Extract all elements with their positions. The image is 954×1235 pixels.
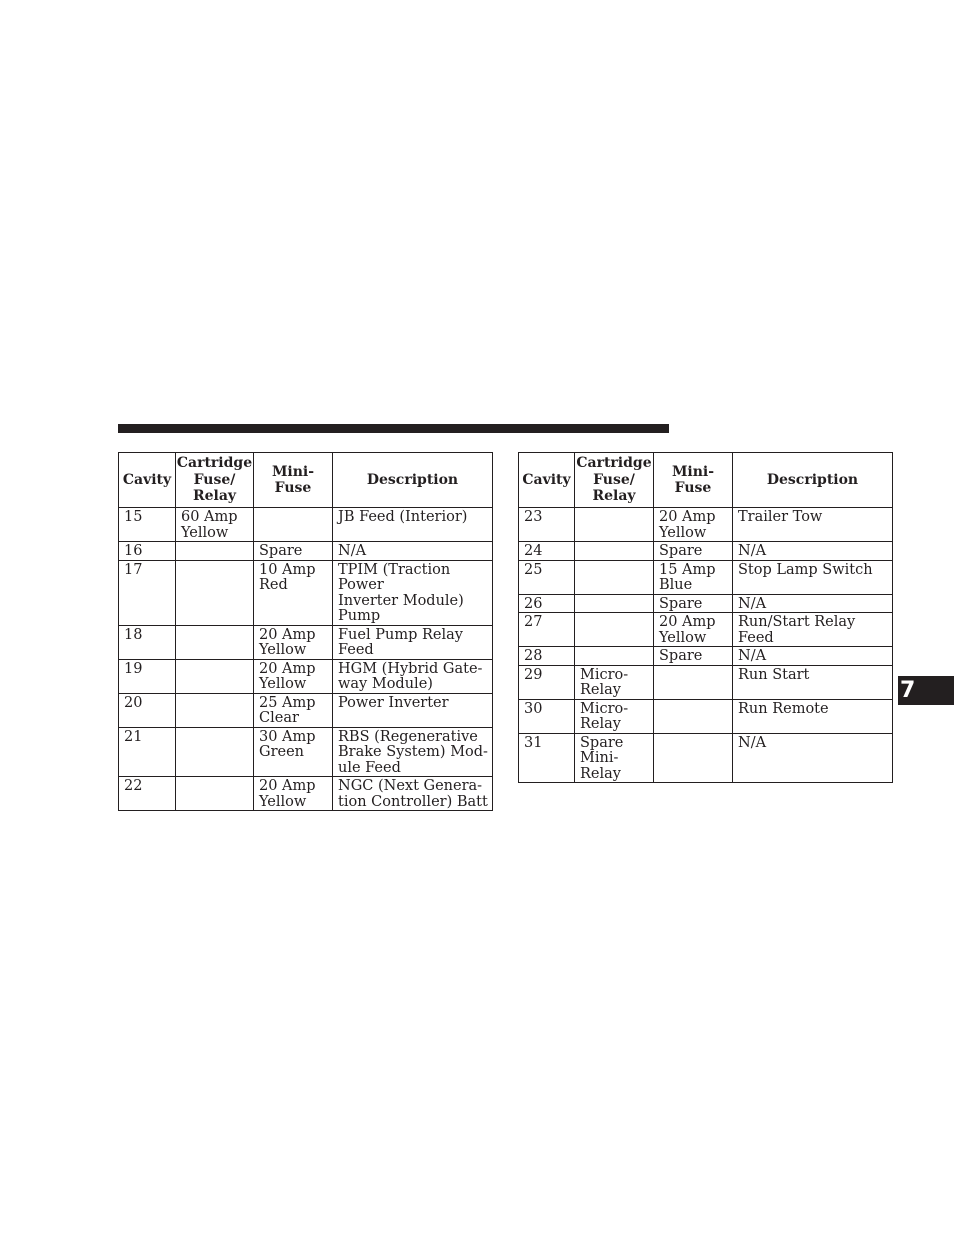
header-description: Description xyxy=(333,453,493,508)
cell-text: N/A xyxy=(738,648,767,664)
cell-text: 10 Amp Red xyxy=(259,561,316,593)
cell-text xyxy=(575,613,653,615)
section-top-rule xyxy=(118,424,669,433)
cell-cartridge-fuse-relay xyxy=(575,594,654,613)
cell-mini-fuse xyxy=(654,647,733,666)
cell-cavity xyxy=(519,560,575,594)
cell-text xyxy=(176,694,253,696)
cell-text: RBS (Regenerative Brake System) Mod- ule Feed xyxy=(338,728,488,776)
cell-text: 18 xyxy=(124,626,143,643)
chapter-tab xyxy=(898,676,954,705)
cell-cavity xyxy=(119,659,176,693)
table-row xyxy=(519,613,893,647)
header-cartridge-fuse-relay: Cartridge Fuse/ Relay xyxy=(575,453,654,508)
cell-mini-fuse xyxy=(654,613,733,647)
cell-cavity xyxy=(519,665,575,699)
cell-description xyxy=(333,625,493,659)
cell-text: 20 Amp Yellow xyxy=(659,614,716,646)
header-cavity: Cavity xyxy=(519,453,575,508)
cell-text xyxy=(176,777,253,779)
header-description: Description xyxy=(733,453,893,508)
cell-text: 21 xyxy=(124,728,143,745)
cell-description xyxy=(333,693,493,727)
table-header-row xyxy=(119,453,493,508)
table-row xyxy=(519,594,893,613)
cell-cavity xyxy=(519,508,575,542)
cell-cartridge-fuse-relay xyxy=(575,613,654,647)
cell-mini-fuse xyxy=(254,560,333,625)
cell-text xyxy=(575,595,653,597)
cell-text: 29 xyxy=(524,666,543,683)
cell-cavity xyxy=(119,727,176,777)
cell-text: 20 Amp Yellow xyxy=(259,660,316,692)
cell-cavity xyxy=(519,647,575,666)
cell-text: 20 Amp Yellow xyxy=(659,509,716,541)
cell-text xyxy=(654,700,732,702)
cell-description xyxy=(733,613,893,647)
cell-text: Run/Start Relay Feed xyxy=(738,614,856,646)
cell-text: 31 xyxy=(524,734,543,751)
cell-mini-fuse xyxy=(254,625,333,659)
cell-text xyxy=(575,647,653,649)
cell-text: Spare xyxy=(659,648,703,664)
cell-text: JB Feed (Interior) xyxy=(338,509,468,525)
cell-text: 20 xyxy=(124,694,143,711)
cell-text xyxy=(176,660,253,662)
cell-mini-fuse xyxy=(654,508,733,542)
header-mini-fuse: Mini- Fuse xyxy=(654,453,733,508)
cell-mini-fuse xyxy=(254,727,333,777)
cell-text xyxy=(176,626,253,628)
cell-text: 60 Amp Yellow xyxy=(181,509,238,541)
cell-description xyxy=(733,699,893,733)
cell-text: 27 xyxy=(524,614,543,630)
cell-text: N/A xyxy=(738,543,767,559)
cell-text: 23 xyxy=(524,509,543,525)
cell-description xyxy=(733,733,893,783)
cell-description xyxy=(333,777,493,811)
cell-text xyxy=(654,734,732,736)
cell-cavity xyxy=(119,693,176,727)
cell-text: Fuel Pump Relay Feed xyxy=(338,626,463,658)
cell-description xyxy=(333,508,493,542)
table-row xyxy=(119,727,493,777)
cell-cavity xyxy=(119,560,176,625)
cell-cartridge-fuse-relay xyxy=(176,508,254,542)
cell-description xyxy=(333,659,493,693)
cell-cartridge-fuse-relay xyxy=(176,693,254,727)
cell-cartridge-fuse-relay xyxy=(176,560,254,625)
cell-cartridge-fuse-relay xyxy=(176,727,254,777)
cell-cavity xyxy=(519,733,575,783)
cell-text: 28 xyxy=(524,648,543,664)
cell-cavity xyxy=(519,699,575,733)
table-header-row xyxy=(519,453,893,508)
cell-text: 25 xyxy=(524,561,543,578)
cell-mini-fuse xyxy=(654,733,733,783)
cell-text: 25 Amp Clear xyxy=(259,694,316,726)
cell-text: TPIM (Traction Power Inverter Module) Pump xyxy=(338,561,464,624)
fuse-table-left xyxy=(118,452,493,811)
cell-cavity xyxy=(119,777,176,811)
cell-text: 22 xyxy=(124,778,143,794)
header-cartridge-fuse-relay: Cartridge Fuse/ Relay xyxy=(176,453,254,508)
cell-description xyxy=(733,647,893,666)
cell-cartridge-fuse-relay xyxy=(575,560,654,594)
cell-text: 19 xyxy=(124,660,143,677)
cell-cartridge-fuse-relay xyxy=(575,733,654,783)
table-row xyxy=(119,777,493,811)
cell-mini-fuse xyxy=(254,508,333,542)
table-row xyxy=(119,508,493,542)
cell-text: Run Remote xyxy=(738,700,829,717)
cell-cartridge-fuse-relay xyxy=(575,699,654,733)
cell-mini-fuse xyxy=(654,542,733,561)
cell-description xyxy=(733,560,893,594)
cell-description xyxy=(733,542,893,561)
cell-description xyxy=(333,727,493,777)
cell-description xyxy=(333,560,493,625)
cell-text xyxy=(575,561,653,563)
cell-cavity xyxy=(519,613,575,647)
cell-text: Spare xyxy=(659,543,703,559)
header-cavity: Cavity xyxy=(119,453,176,508)
cell-text: Spare Mini- Relay xyxy=(580,734,624,782)
cell-mini-fuse xyxy=(654,594,733,613)
cell-text xyxy=(575,542,653,544)
cell-cavity xyxy=(519,594,575,613)
cell-text: Run Start xyxy=(738,666,810,683)
cell-cartridge-fuse-relay xyxy=(176,625,254,659)
table-row xyxy=(119,560,493,625)
cell-text xyxy=(654,666,732,668)
cell-mini-fuse xyxy=(254,659,333,693)
table-row xyxy=(519,733,893,783)
cell-cavity xyxy=(119,508,176,542)
cell-text xyxy=(575,508,653,510)
cell-text xyxy=(176,561,253,563)
cell-text: 16 xyxy=(124,543,143,559)
cell-text: 15 Amp Blue xyxy=(659,561,716,593)
cell-text: Micro- Relay xyxy=(580,666,629,698)
cell-cartridge-fuse-relay xyxy=(575,508,654,542)
cell-text xyxy=(176,728,253,730)
table-row xyxy=(519,508,893,542)
cell-text: Trailer Tow xyxy=(738,509,823,525)
cell-description xyxy=(733,508,893,542)
table-row xyxy=(119,625,493,659)
cell-mini-fuse xyxy=(254,777,333,811)
fuse-table-right xyxy=(518,452,893,783)
table-row xyxy=(119,542,493,561)
cell-cartridge-fuse-relay xyxy=(176,659,254,693)
cell-mini-fuse xyxy=(654,665,733,699)
cell-cavity xyxy=(119,625,176,659)
cell-text: Micro- Relay xyxy=(580,700,629,732)
cell-text xyxy=(176,542,253,544)
cell-text: 15 xyxy=(124,509,143,525)
cell-mini-fuse xyxy=(654,699,733,733)
cell-cartridge-fuse-relay xyxy=(176,542,254,561)
cell-text: HGM (Hybrid Gate- way Module) xyxy=(338,660,483,692)
table-row xyxy=(519,560,893,594)
cell-text: NGC (Next Genera- tion Controller) Batt xyxy=(338,778,488,810)
table-row xyxy=(119,659,493,693)
cell-mini-fuse xyxy=(254,693,333,727)
chapter-number: 7 xyxy=(900,678,916,703)
cell-text: N/A xyxy=(738,734,767,751)
cell-mini-fuse xyxy=(654,560,733,594)
cell-text: 20 Amp Yellow xyxy=(259,626,316,658)
cell-cartridge-fuse-relay xyxy=(575,665,654,699)
cell-text: Stop Lamp Switch xyxy=(738,561,873,578)
cell-cavity xyxy=(519,542,575,561)
cell-text: 24 xyxy=(524,543,543,559)
table-row xyxy=(519,542,893,561)
cell-text: Spare xyxy=(259,543,303,559)
cell-description xyxy=(733,665,893,699)
cell-text: N/A xyxy=(338,543,367,559)
cell-text xyxy=(254,508,332,510)
table-row xyxy=(119,693,493,727)
cell-mini-fuse xyxy=(254,542,333,561)
cell-text: 20 Amp Yellow xyxy=(259,778,316,810)
cell-text: Power Inverter xyxy=(338,694,449,711)
table-row xyxy=(519,665,893,699)
cell-text: 30 xyxy=(524,700,543,717)
cell-description xyxy=(333,542,493,561)
cell-text: 17 xyxy=(124,561,143,578)
cell-cartridge-fuse-relay xyxy=(575,542,654,561)
cell-text: 26 xyxy=(524,595,543,612)
cell-text: N/A xyxy=(738,595,767,612)
table-row xyxy=(519,699,893,733)
cell-cartridge-fuse-relay xyxy=(575,647,654,666)
cell-cartridge-fuse-relay xyxy=(176,777,254,811)
cell-text: Spare xyxy=(659,595,703,612)
header-mini-fuse: Mini- Fuse xyxy=(254,453,333,508)
cell-cavity xyxy=(119,542,176,561)
table-row xyxy=(519,647,893,666)
cell-description xyxy=(733,594,893,613)
cell-text: 30 Amp Green xyxy=(259,728,316,760)
